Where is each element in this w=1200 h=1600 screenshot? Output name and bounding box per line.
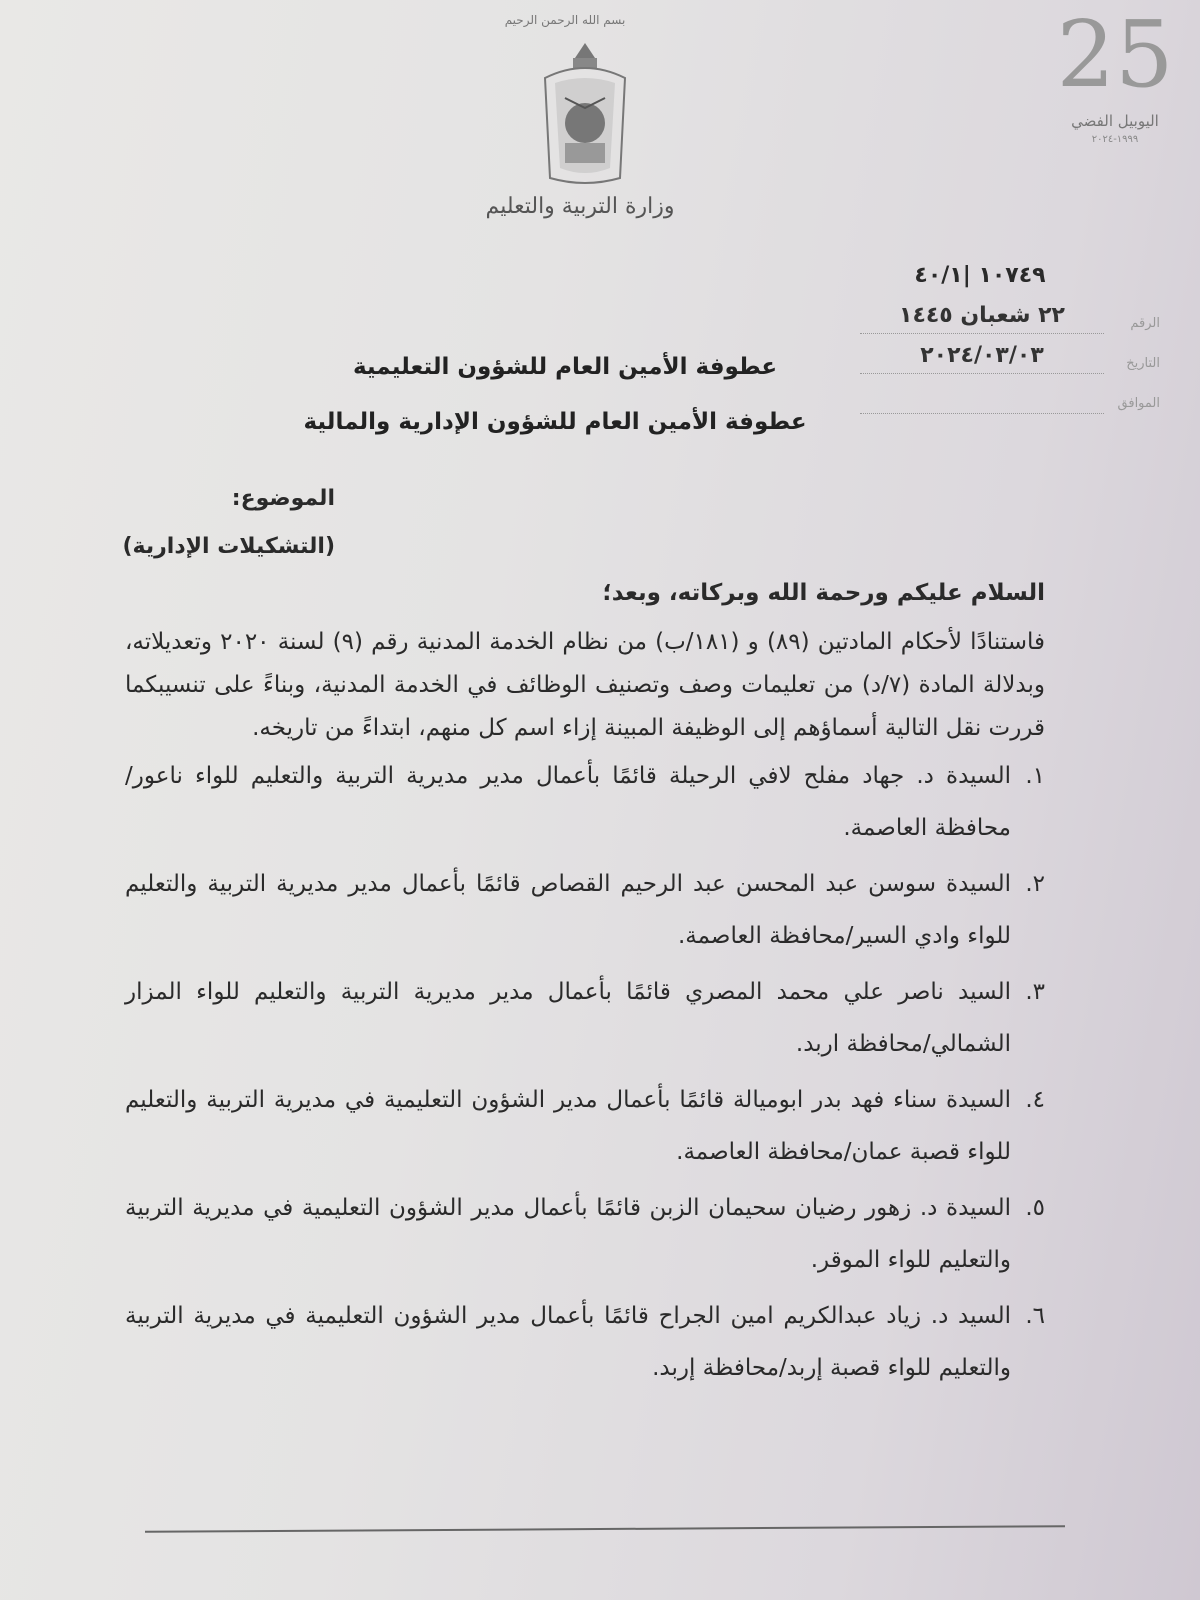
addressee-2: عطوفة الأمين العام للشؤون الإدارية والمالية — [303, 409, 807, 435]
greeting: السلام عليكم ورحمة الله وبركاته، وبعد؛ — [602, 580, 1045, 606]
list-item: ٤. السيدة سناء فهد بدر ابوميالة قائمًا بأعمال مدير الشؤون التعليمية في مديرية التربية والتعليم للواء قصبة عمان/محافظة العاصمة. — [125, 1087, 1045, 1165]
reference-block — [860, 258, 1160, 414]
jordan-coat-of-arms-icon — [535, 38, 635, 188]
letter-body — [125, 572, 1045, 1398]
date-value: ٢٠٢٤/٠٣/٠٣ — [860, 339, 1104, 374]
list-item: ٣. السيد ناصر علي محمد المصري قائمًا بأعمال مدير مديرية التربية والتعليم للواء المزار الشمالي/محافظة اربد. — [125, 979, 1045, 1057]
list-item: ٢. السيدة سوسن عبد المحسن عبد الرحيم القصاص قائمًا بأعمال مدير مديرية التربية والتعليم للواء وادي السير/محافظة العاصمة. — [125, 871, 1045, 949]
number-value: ٢٢ شعبان ١٤٤٥ — [860, 299, 1104, 334]
basmala: بسم الله الرحمن الرحيم — [504, 13, 626, 27]
ministry-name: وزارة التربية والتعليم — [485, 194, 675, 219]
list-item: ١. السيدة د. جهاد مفلح لافي الرحيلة قائمًا بأعمال مدير مديرية التربية والتعليم للواء ناعور/محافظة العاصمة. — [125, 763, 1045, 841]
addressee-1: عطوفة الأمين العام للشؤون التعليمية — [352, 354, 778, 380]
silver-jubilee-logo — [1050, 0, 1180, 148]
jubilee-years: ١٩٩٩-٢٠٢٤ — [1091, 134, 1139, 145]
subject-label: الموضوع: — [231, 486, 335, 511]
intro-paragraph: فاستنادًا لأحكام المادتين (٨٩) و (١٨١/ب) من نظام الخدمة المدنية رقم (٩) لسنة ٢٠٢٠ وتعديلاته، وبدلالة المادة (٧/د) من تعليمات وصف وتصنيف الوظائف في الخدمة المدنية، وبناءً على تنسيبكما قررت نقل التالية أسماؤهم إلى الوظيفة المبينة إزاء اسم كل منهم، ابتداءً من تاريخه. — [125, 629, 1045, 741]
jubilee-label: اليوبيل الفضي — [1071, 112, 1159, 130]
footer-divider — [145, 1525, 1065, 1533]
number-label: الرقم — [1130, 316, 1160, 331]
corresponding-label: الموافق — [1117, 396, 1160, 411]
list-item: ٦. السيد د. زياد عبدالكريم امين الجراح قائمًا بأعمال مدير الشؤون التعليمية في مديرية التربية والتعليم للواء قصبة إربد/محافظة إربد. — [125, 1303, 1045, 1381]
transfer-list — [125, 750, 1045, 1394]
reference-top: ١٠٧٤٩ |٤٠/١ — [914, 263, 1046, 288]
subject-value: (التشكيلات الإدارية) — [122, 534, 335, 559]
corresponding-value — [860, 413, 1104, 414]
list-item: ٥. السيدة د. زهور رضيان سحيمان الزبن قائمًا بأعمال مدير الشؤون التعليمية في مديرية التربية والتعليم للواء الموقر. — [125, 1195, 1045, 1273]
jubilee-number: 25 — [1056, 1, 1174, 108]
date-label: التاريخ — [1126, 356, 1160, 371]
